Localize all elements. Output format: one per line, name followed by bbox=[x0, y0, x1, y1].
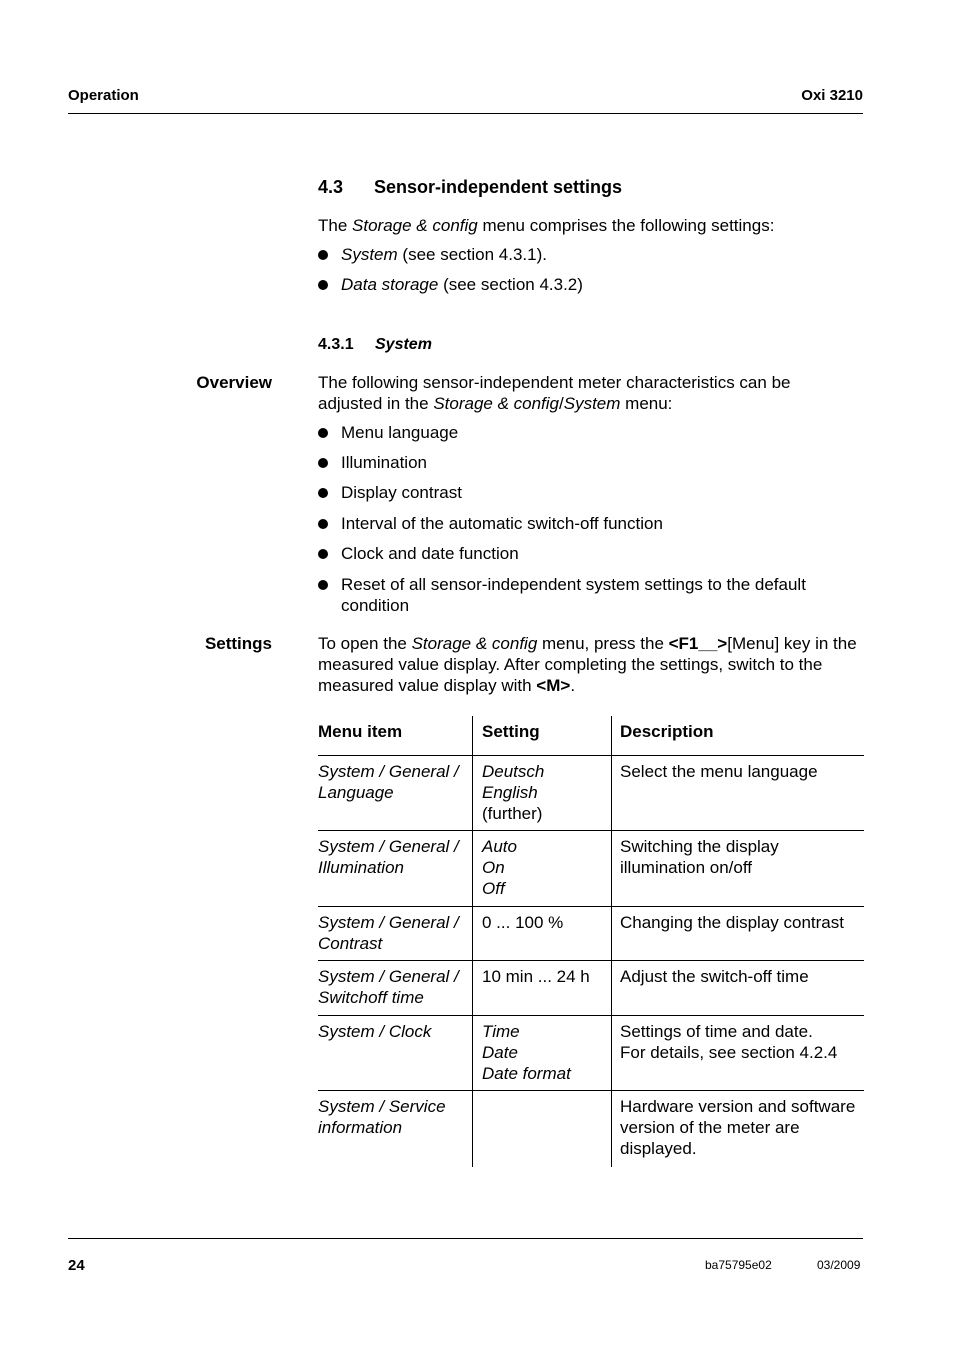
setting-text: 0 ... 100 % bbox=[482, 913, 564, 932]
table-row bbox=[318, 1016, 864, 1091]
settings-text: menu, press the bbox=[537, 634, 669, 653]
overview-line: The following sensor-independent meter characteristics can be bbox=[318, 373, 791, 392]
description-text: Changing the display contrast bbox=[620, 913, 844, 932]
table-row bbox=[318, 907, 864, 961]
overview-bullet bbox=[318, 482, 863, 503]
menu-item-text: System / General / bbox=[318, 967, 459, 986]
settings-menu: Storage & config bbox=[411, 634, 538, 653]
table-row bbox=[318, 756, 864, 831]
overview-bullet bbox=[318, 452, 863, 473]
setting-text: Time bbox=[482, 1022, 520, 1041]
footer-rule bbox=[68, 1238, 863, 1239]
bullet-rest: (see section 4.3.2) bbox=[438, 275, 583, 294]
menu-item-text: System / Clock bbox=[318, 1022, 432, 1041]
table-row bbox=[318, 831, 864, 907]
bullet-dot bbox=[318, 280, 328, 290]
overview-bullet bbox=[318, 422, 863, 443]
intro-bullet bbox=[318, 244, 863, 265]
overview-sep: / bbox=[559, 394, 564, 413]
bullet-text: Interval of the automatic switch-off function bbox=[341, 514, 663, 533]
bullet-text: Illumination bbox=[341, 453, 427, 472]
setting-text: English bbox=[482, 783, 538, 802]
setting-text: (further) bbox=[482, 804, 543, 823]
setting-text: Auto bbox=[482, 837, 517, 856]
document-date: 03/2009 bbox=[817, 1258, 861, 1272]
settings-label: Settings bbox=[204, 634, 272, 653]
settings-table bbox=[318, 716, 864, 1167]
intro-paragraph bbox=[318, 215, 774, 236]
intro-bullet bbox=[318, 274, 863, 295]
description-text: Settings of time and date. bbox=[620, 1022, 813, 1041]
intro-pre: The bbox=[318, 216, 353, 235]
bullet-text: Display contrast bbox=[341, 483, 462, 502]
running-header-section: Operation bbox=[68, 87, 139, 104]
bullet-dot bbox=[318, 458, 328, 468]
description-text: Switching the display bbox=[620, 837, 779, 856]
setting-text: Date bbox=[482, 1043, 518, 1062]
subsection-title: System bbox=[375, 336, 432, 353]
setting-text: Date format bbox=[482, 1064, 571, 1083]
bullet-dot bbox=[318, 488, 328, 498]
menu-item-text: Language bbox=[318, 783, 394, 802]
section-number: 4.3 bbox=[318, 177, 344, 197]
overview-bullet bbox=[318, 574, 838, 616]
bullet-dot bbox=[318, 519, 328, 529]
column-header: Menu item bbox=[318, 716, 473, 756]
settings-text: . bbox=[570, 676, 576, 695]
settings-text: [Menu] key in the measured value display. After completing the settings, switch to the measured value display with bbox=[318, 634, 857, 695]
bullet-rest: (see section 4.3.1). bbox=[397, 245, 547, 264]
bullet-dot bbox=[318, 580, 328, 590]
subsection-number: 4.3.1 bbox=[318, 336, 354, 353]
bullet-italic: Data storage bbox=[341, 275, 439, 294]
overview-line-pre: adjusted in the bbox=[318, 394, 434, 413]
menu-item-text: information bbox=[318, 1118, 403, 1137]
menu-item-text: System / General / bbox=[318, 762, 459, 781]
menu-item-text: System / Service bbox=[318, 1097, 446, 1116]
description-text: Hardware version and software bbox=[620, 1097, 856, 1116]
bullet-text: Reset of all sensor-independent system settings to the default condition bbox=[341, 575, 806, 615]
bullet-text: Clock and date function bbox=[341, 544, 519, 563]
page-number: 24 bbox=[68, 1257, 85, 1274]
setting-text: Off bbox=[482, 879, 505, 898]
overview-line-post: menu: bbox=[620, 394, 673, 413]
setting-text: On bbox=[482, 858, 505, 877]
overview-bullet bbox=[318, 513, 863, 534]
description-text: Select the menu language bbox=[620, 762, 818, 781]
column-header: Description bbox=[612, 716, 865, 756]
settings-key: <F1__> bbox=[668, 634, 728, 653]
setting-text: Deutsch bbox=[482, 762, 545, 781]
intro-menu: Storage & config bbox=[352, 216, 478, 235]
bullet-dot bbox=[318, 549, 328, 559]
column-header: Setting bbox=[473, 716, 612, 756]
menu-item-text: System / General / bbox=[318, 913, 459, 932]
overview-paragraph bbox=[318, 372, 863, 414]
overview-submenu: System bbox=[563, 394, 621, 413]
bullet-text: Menu language bbox=[341, 423, 459, 442]
bullet-italic: System bbox=[341, 245, 398, 264]
settings-paragraph bbox=[318, 633, 863, 696]
menu-item-text: Illumination bbox=[318, 858, 404, 877]
settings-key: <M> bbox=[536, 676, 571, 695]
settings-text: To open the bbox=[318, 634, 412, 653]
table-row bbox=[318, 961, 864, 1016]
setting-text: 10 min ... 24 h bbox=[482, 967, 590, 986]
menu-item-text: Switchoff time bbox=[318, 988, 424, 1007]
section-heading bbox=[318, 177, 622, 198]
table-header-row bbox=[318, 716, 864, 756]
document-id: ba75795e02 bbox=[705, 1258, 772, 1272]
subsection-heading bbox=[318, 336, 432, 354]
description-text: Adjust the switch-off time bbox=[620, 967, 809, 986]
bullet-dot bbox=[318, 428, 328, 438]
menu-item-text: System / General / bbox=[318, 837, 459, 856]
description-text: displayed. bbox=[620, 1139, 697, 1158]
description-text: illumination on/off bbox=[620, 858, 752, 877]
section-title: Sensor-independent settings bbox=[374, 177, 623, 197]
intro-post: menu comprises the following settings: bbox=[477, 216, 775, 235]
overview-bullet bbox=[318, 543, 863, 564]
overview-menu: Storage & config bbox=[433, 394, 560, 413]
table-row bbox=[318, 1091, 864, 1167]
description-text: For details, see section 4.2.4 bbox=[620, 1043, 838, 1062]
bullet-dot bbox=[318, 250, 328, 260]
description-text: version of the meter are bbox=[620, 1118, 800, 1137]
header-rule bbox=[68, 113, 863, 114]
running-header-product: Oxi 3210 bbox=[801, 87, 863, 104]
menu-item-text: Contrast bbox=[318, 934, 383, 953]
overview-label: Overview bbox=[196, 373, 272, 392]
